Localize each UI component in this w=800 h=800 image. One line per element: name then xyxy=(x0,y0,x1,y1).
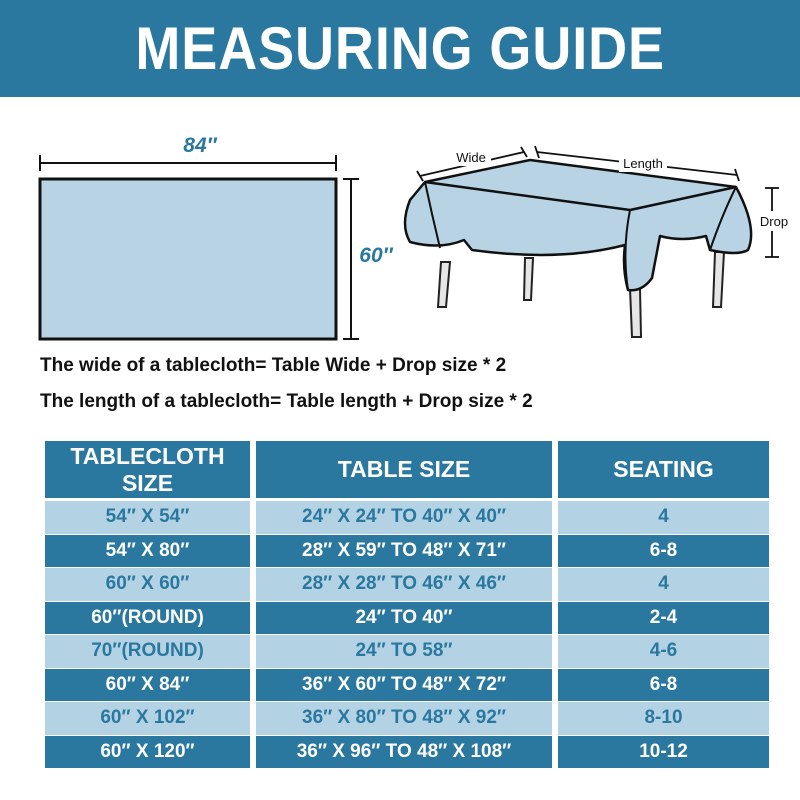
table-size-cell: 28″ X 59″ TO 48″ X 71″ xyxy=(253,534,555,568)
flat-height-label: 60″ xyxy=(359,244,393,267)
table-length-label: Length xyxy=(623,156,663,171)
table-leg-right xyxy=(713,252,724,307)
covered-table-illustration xyxy=(405,146,792,337)
header-table-size: TABLE SIZE xyxy=(253,441,555,500)
tablecloth-size-cell: 60″ X 120″ xyxy=(45,735,253,769)
flat-width-label: 84″ xyxy=(183,134,217,157)
flat-tablecloth xyxy=(40,179,336,339)
seating-cell: 8-10 xyxy=(555,702,769,736)
table-row xyxy=(45,735,769,769)
table-row xyxy=(45,568,769,602)
seating-cell: 4 xyxy=(555,568,769,602)
header-seating: SEATING xyxy=(555,441,769,500)
header-banner xyxy=(0,0,800,97)
seating-cell: 4 xyxy=(555,500,769,535)
seating-cell: 4-6 xyxy=(555,635,769,669)
measurement-diagram xyxy=(0,97,800,352)
tablecloth-size-cell: 54″ X 80″ xyxy=(45,534,253,568)
table-leg-back-left xyxy=(438,262,450,307)
table-leg-front xyxy=(630,288,641,337)
table-size-cell: 28″ X 28″ TO 46″ X 46″ xyxy=(253,568,555,602)
tablecloth-size-cell: 60″(ROUND) xyxy=(45,601,253,635)
table-row xyxy=(45,500,769,535)
tablecloth-size-cell: 54″ X 54″ xyxy=(45,500,253,535)
table-size-cell: 24″ TO 40″ xyxy=(253,601,555,635)
page-title: MEASURING GUIDE xyxy=(135,15,665,82)
draped-tablecloth xyxy=(405,160,751,290)
length-formula: The length of a tablecloth= Table length + Drop size * 2 xyxy=(40,391,533,412)
tablecloth-size-cell: 60″ X 60″ xyxy=(45,568,253,602)
table-size-cell: 36″ X 60″ TO 48″ X 72″ xyxy=(253,668,555,702)
table-row xyxy=(45,601,769,635)
table-row xyxy=(45,635,769,669)
table-row xyxy=(45,702,769,736)
size-chart-table xyxy=(45,441,769,769)
table-row xyxy=(45,534,769,568)
seating-cell: 2-4 xyxy=(555,601,769,635)
seating-cell: 10-12 xyxy=(555,735,769,769)
diagram-svg xyxy=(0,97,800,352)
seating-cell: 6-8 xyxy=(555,534,769,568)
table-size-cell: 24″ TO 58″ xyxy=(253,635,555,669)
table-size-cell: 36″ X 80″ TO 48″ X 92″ xyxy=(253,702,555,736)
tablecloth-size-cell: 60″ X 84″ xyxy=(45,668,253,702)
header-tablecloth-size: TABLECLOTH SIZE xyxy=(45,441,253,500)
table-header-row xyxy=(45,441,769,500)
table-size-cell: 36″ X 96″ TO 48″ X 108″ xyxy=(253,735,555,769)
tablecloth-size-cell: 70″(ROUND) xyxy=(45,635,253,669)
tablecloth-size-cell: 60″ X 102″ xyxy=(45,702,253,736)
table-drop-label: Drop xyxy=(759,214,789,229)
flat-tablecloth-illustration xyxy=(40,134,394,339)
table-leg-back-right xyxy=(524,258,533,300)
seating-cell: 6-8 xyxy=(555,668,769,702)
table-wide-label: Wide xyxy=(456,150,486,165)
table-row xyxy=(45,668,769,702)
width-formula: The wide of a tablecloth= Table Wide + Drop size * 2 xyxy=(40,355,507,376)
table-size-cell: 24″ X 24″ TO 40″ X 40″ xyxy=(253,500,555,535)
